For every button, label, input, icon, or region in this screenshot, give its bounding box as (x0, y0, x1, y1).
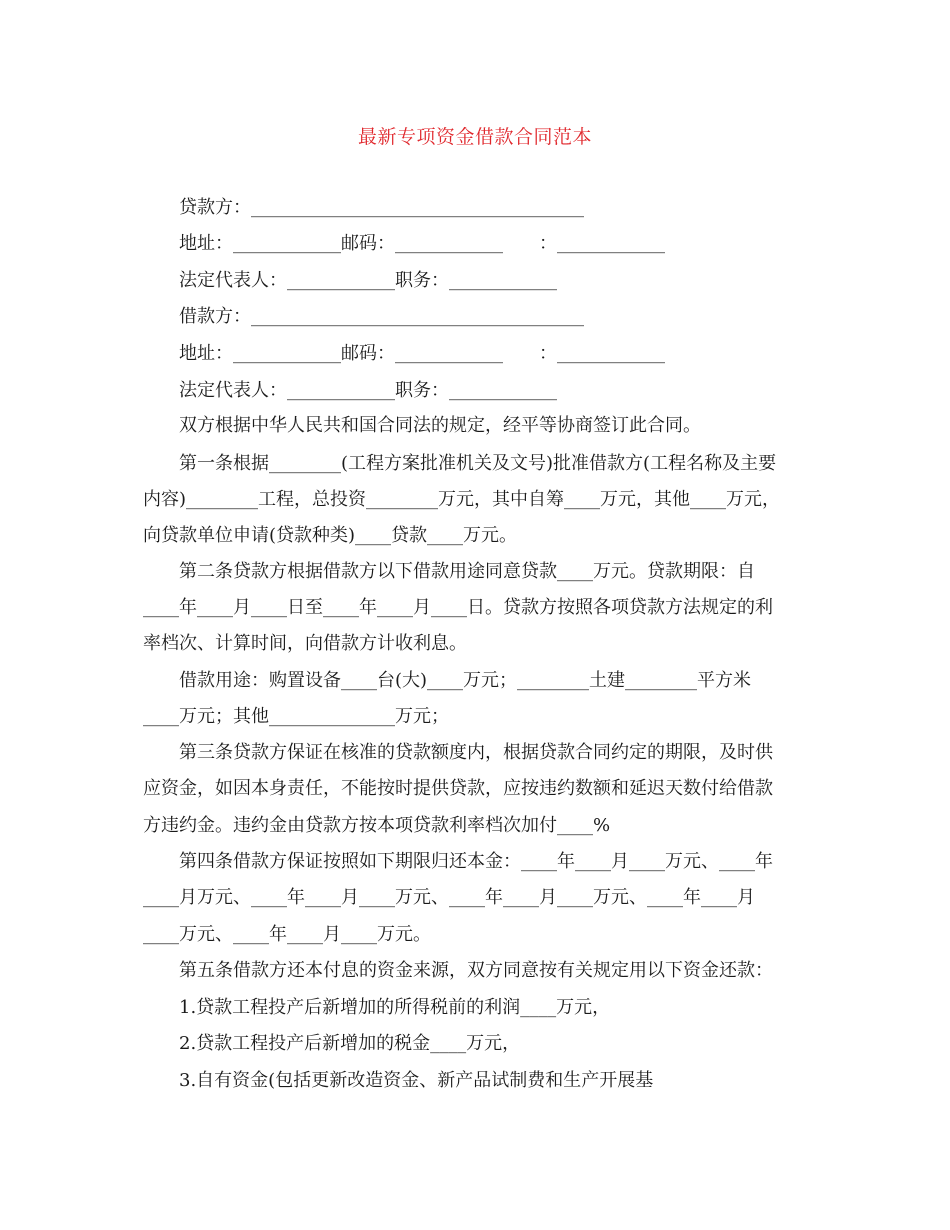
article-5-item: 3.自有资金(包括更新改造资金、新产品试制费和生产开展基 (179, 1070, 654, 1091)
article-5-item: 1.贷款工程投产后新增加的所得税前的利润____万元， (179, 997, 611, 1018)
article-5-line: 第五条借款方还本付息的资金来源，双方同意按有关规定用以下资金还款： (179, 960, 773, 981)
loan-purpose-line: 借款用途：购置设备____台(大)____万元；________土建________平方米 (179, 670, 752, 691)
article-1-line: 第一条根据________(工程方案批准机关及文号)批准借款方(工程名称及主要 (179, 453, 777, 474)
article-1-line: 内容)________工程，总投资________万元，其中自筹____万元，其他____万元， (143, 489, 781, 510)
article-3-line: 方违约金。违约金由贷款方按本项贷款利率档次加付____% (143, 815, 611, 836)
article-3-line: 第三条贷款方保证在核准的贷款额度内，根据贷款合同约定的期限，及时供 (179, 742, 773, 763)
loan-purpose-line: ____万元；其他______________万元； (143, 706, 449, 727)
article-1-line: 向贷款单位申请(贷款种类)____贷款____万元。 (143, 525, 518, 546)
preamble-line: 双方根据中华人民共和国合同法的规定，经平等协商签订此合同。 (179, 415, 701, 436)
lender-line: 贷款方：_____________________________________ (179, 197, 584, 218)
article-4-line: ____月万元、____年____月____万元、____年____月____万元、____年____月 (143, 887, 755, 908)
lender-address-line: 地址：____________邮码：____________ ：____________ (179, 233, 665, 254)
article-3-line: 应资金，如因本身责任，不能按时提供贷款，应按违约数额和延迟天数付给借款 (143, 778, 773, 799)
article-4-line: ____万元、____年____月____万元。 (143, 924, 431, 945)
article-4-line: 第四条借款方保证按照如下期限归还本金：____年____月____万元、____年 (179, 851, 773, 872)
article-5-item: 2.贷款工程投产后新增加的税金____万元， (179, 1033, 521, 1054)
article-2-line: 率档次、计算时间，向借款方计收利息。 (143, 633, 467, 654)
lender-representative-line: 法定代表人：____________职务：____________ (179, 270, 557, 291)
borrower-address-line: 地址：____________邮码：____________ ：____________ (179, 343, 665, 364)
article-2-line: 第二条贷款方根据借款方以下借款用途同意贷款____万元。贷款期限：自 (179, 561, 755, 582)
borrower-line: 借款方：_____________________________________ (179, 306, 584, 327)
document-title: 最新专项资金借款合同范本 (357, 126, 592, 148)
borrower-representative-line: 法定代表人：____________职务：____________ (179, 380, 557, 401)
article-2-line: ____年____月____日至____年____月____日。贷款方按照各项贷款方法规定的利 (143, 597, 773, 618)
